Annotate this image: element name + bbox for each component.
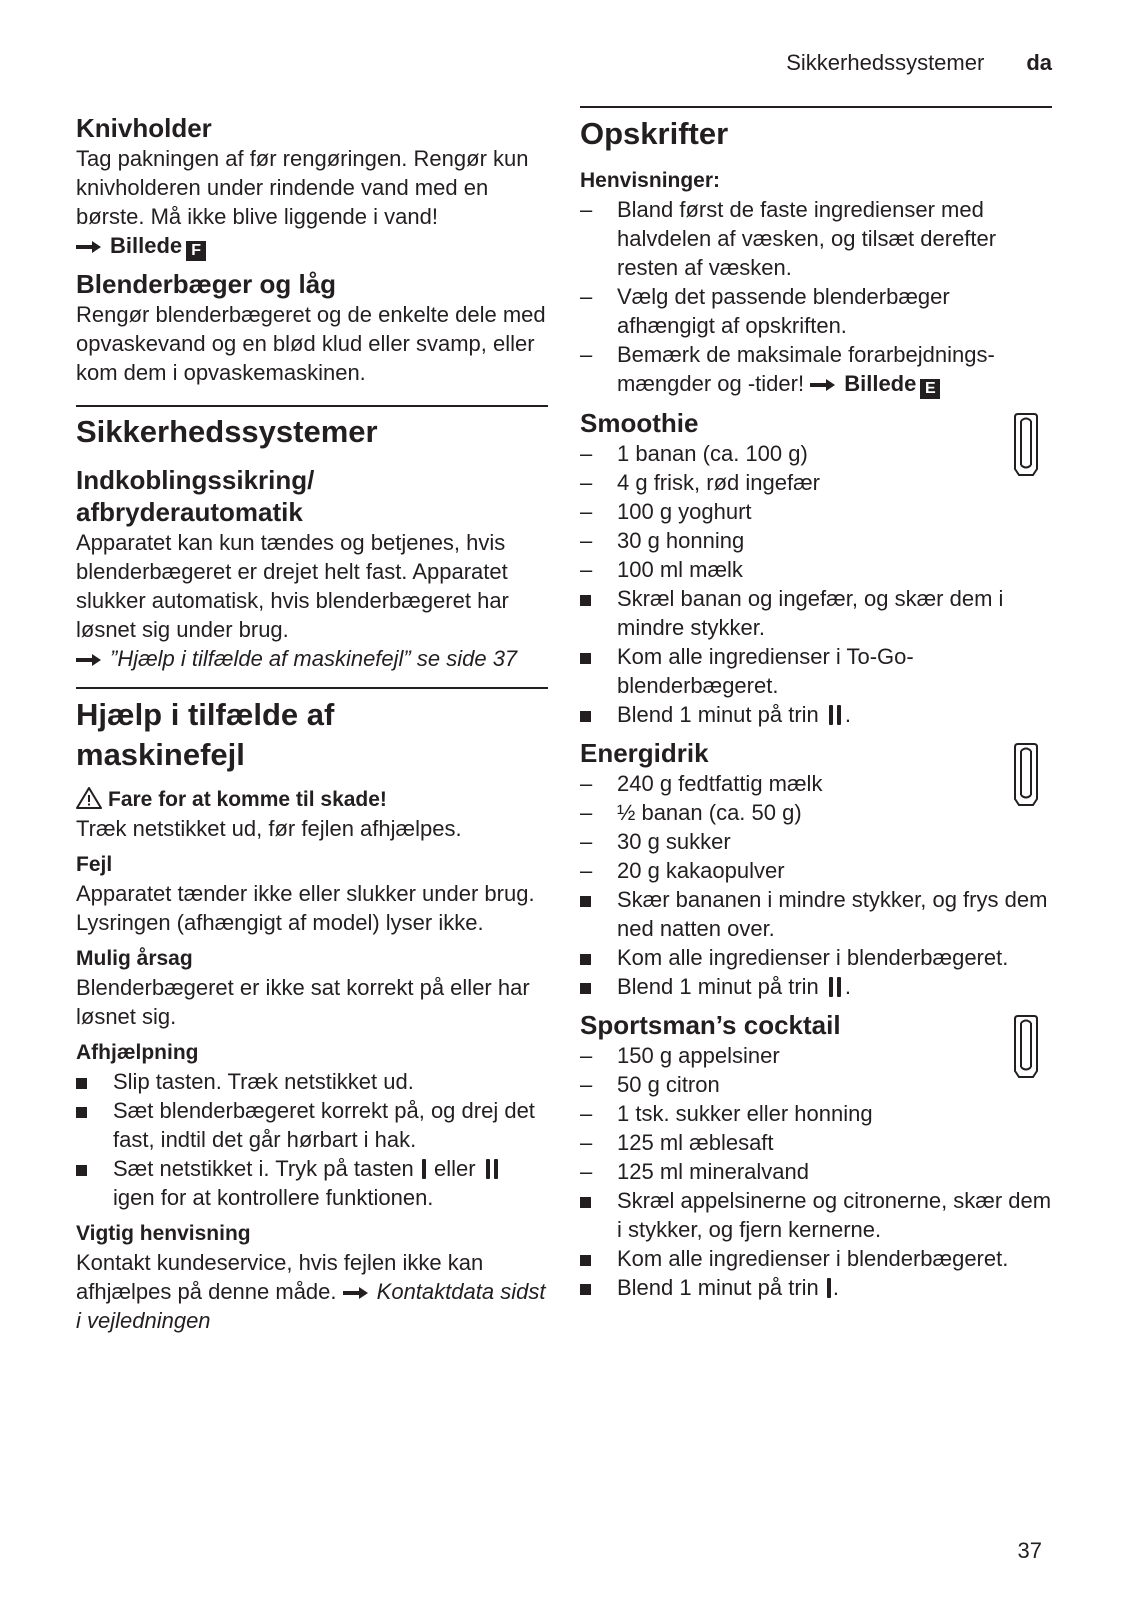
fault-label: Fejl bbox=[76, 853, 113, 876]
ingredient: 30 g honning bbox=[617, 528, 745, 553]
list-item bbox=[580, 798, 1052, 827]
list-item bbox=[580, 827, 1052, 856]
list-item: Blend 1 minut på trin . bbox=[580, 972, 1052, 1001]
dash-marker: – bbox=[580, 771, 593, 796]
dash-marker: – bbox=[580, 1159, 593, 1184]
cause-text: Blenderbægeret er ikke sat korrekt på eller har løsnet sig. bbox=[76, 975, 530, 1029]
cause-label: Mulig årsag bbox=[76, 947, 193, 970]
help-title-line-2: maskinefejl bbox=[76, 737, 245, 772]
step: Blend 1 minut på trin bbox=[617, 1275, 819, 1300]
list-item bbox=[580, 1070, 1052, 1099]
list-item bbox=[580, 1244, 1052, 1273]
dash-marker: – bbox=[580, 441, 593, 466]
bullet-square-icon bbox=[580, 711, 591, 722]
bullet-square-icon bbox=[580, 983, 591, 994]
dash-marker: – bbox=[580, 557, 593, 582]
bullet-square-icon bbox=[580, 1197, 591, 1208]
list-item bbox=[580, 769, 1052, 798]
safety-title: Sikkerhedssystemer bbox=[76, 414, 378, 449]
dash-marker: – bbox=[580, 1072, 593, 1097]
list-item bbox=[580, 1041, 1052, 1070]
section-divider bbox=[580, 106, 1052, 108]
dash-marker: – bbox=[580, 342, 593, 367]
dash-marker: – bbox=[580, 858, 593, 883]
ingredient: 30 g sukker bbox=[617, 829, 731, 854]
ingredient: 240 g fedtfattig mælk bbox=[617, 771, 823, 796]
list-item bbox=[580, 642, 1052, 700]
dash-marker: – bbox=[580, 528, 593, 553]
list-item bbox=[580, 1099, 1052, 1128]
ingredient: 125 ml mineralvand bbox=[617, 1159, 809, 1184]
sports-recipe bbox=[580, 1009, 1052, 1302]
bullet-square-icon bbox=[580, 595, 591, 606]
arrow-right-icon bbox=[76, 653, 102, 667]
step: Skræl banan og ingefær, og skær dem i mindre stykker. bbox=[617, 586, 1004, 640]
safety-cross-ref-text: ”Hjælp i tilfælde af maskinefejl” se side 37 bbox=[110, 646, 518, 671]
list-item bbox=[76, 1096, 548, 1154]
ingredient: 20 g kakaopulver bbox=[617, 858, 785, 883]
speed-level-2-icon bbox=[826, 705, 844, 725]
sports-list bbox=[580, 1041, 1052, 1302]
help-section bbox=[76, 695, 548, 1335]
warning-heading bbox=[76, 785, 548, 814]
left-column bbox=[76, 112, 548, 1335]
right-column bbox=[580, 106, 1052, 1302]
list-item: Blend 1 minut på trin . bbox=[580, 700, 1052, 729]
safety-subtitle-2: afbryderautomatik bbox=[76, 497, 303, 527]
bullet-square-icon bbox=[580, 653, 591, 664]
fault-text: Apparatet tænder ikke eller slukker under brug. Lysringen (afhængigt af model) lyser ikke. bbox=[76, 881, 535, 935]
running-header-section: Sikkerhedssystemer bbox=[786, 50, 985, 75]
dash-marker: – bbox=[580, 1101, 593, 1126]
figure-badge: E bbox=[920, 379, 940, 399]
ingredient: 100 g yoghurt bbox=[617, 499, 752, 524]
dash-marker: – bbox=[580, 197, 593, 222]
ingredient: 1 tsk. sukker eller honning bbox=[617, 1101, 873, 1126]
step: Blend 1 minut på trin bbox=[617, 702, 819, 727]
running-header bbox=[786, 50, 1052, 76]
speed-level-1-icon bbox=[827, 1278, 831, 1298]
notes-label: Henvisninger: bbox=[580, 169, 721, 192]
note-2: Vælg det passende blenderbæger afhængigt af opskriften. bbox=[617, 284, 950, 338]
remedy-label: Afhjælpning bbox=[76, 1041, 199, 1064]
remedy-step-3c: igen for at kontrollere funktionen. bbox=[113, 1185, 434, 1210]
arrow-right-icon bbox=[810, 378, 836, 392]
figure-badge: F bbox=[186, 241, 206, 261]
list-item bbox=[580, 340, 1052, 399]
arrow-right-icon bbox=[76, 240, 102, 254]
remedy-list bbox=[76, 1067, 548, 1212]
smoothie-recipe bbox=[580, 407, 1052, 729]
list-item bbox=[580, 195, 1052, 282]
bullet-square-icon bbox=[76, 1107, 87, 1118]
safety-cross-ref bbox=[76, 644, 548, 673]
page-number: 37 bbox=[1017, 1538, 1042, 1563]
dash-marker: – bbox=[580, 284, 593, 309]
language-code: da bbox=[1026, 50, 1052, 75]
list-item bbox=[580, 526, 1052, 555]
list-item bbox=[580, 856, 1052, 885]
ingredient: 150 g appelsiner bbox=[617, 1043, 780, 1068]
list-item bbox=[580, 1186, 1052, 1244]
safety-subtitle-1: Indkoblingssikring/ bbox=[76, 465, 315, 495]
ingredient: ½ banan (ca. 50 g) bbox=[617, 800, 802, 825]
list-item bbox=[76, 1154, 548, 1212]
smoothie-list bbox=[580, 439, 1052, 729]
energy-recipe bbox=[580, 737, 1052, 1001]
blender-title: Blenderbæger og låg bbox=[76, 269, 337, 299]
safety-text: Apparatet kan kun tændes og betjenes, hvis blenderbægeret er drejet helt fast. Apparatet slukker automatisk, hvis blenderbægeret har løsnet sig under brug. bbox=[76, 530, 509, 642]
list-item bbox=[580, 282, 1052, 340]
list-item bbox=[580, 584, 1052, 642]
important-label: Vigtig henvisning bbox=[76, 1222, 251, 1245]
list-item bbox=[580, 497, 1052, 526]
important-text bbox=[76, 1248, 548, 1335]
bullet-square-icon bbox=[76, 1165, 87, 1176]
knivholder-title: Knivholder bbox=[76, 113, 212, 143]
bullet-square-icon bbox=[580, 1255, 591, 1266]
dash-marker: – bbox=[580, 829, 593, 854]
figure-ref-label: Billede bbox=[110, 233, 183, 258]
ingredient: 50 g citron bbox=[617, 1072, 720, 1097]
list-item bbox=[580, 885, 1052, 943]
dash-marker: – bbox=[580, 470, 593, 495]
sports-title: Sportsman’s cocktail bbox=[580, 1010, 841, 1040]
recipes-title: Opskrifter bbox=[580, 116, 729, 151]
step: Blend 1 minut på trin bbox=[617, 974, 819, 999]
warning-text: Træk netstikket ud, før fejlen afhjælpes. bbox=[76, 816, 462, 841]
help-title-line-1: Hjælp i tilfælde af bbox=[76, 697, 335, 732]
blender-text: Rengør blenderbægeret og de enkelte dele med opvaskevand og en blød klud eller svamp, eller kom dem i opvaskemaskinen. bbox=[76, 302, 546, 385]
remedy-step-1: Slip tasten. Træk netstikket ud. bbox=[113, 1069, 414, 1094]
ingredient: 125 ml æblesaft bbox=[617, 1130, 774, 1155]
energy-list bbox=[580, 769, 1052, 1001]
list-item bbox=[580, 468, 1052, 497]
arrow-right-icon bbox=[343, 1286, 369, 1300]
list-item: Blend 1 minut på trin . bbox=[580, 1273, 1052, 1302]
important-body: Kontakt kundeservice, hvis fejlen ikke kan afhjælpes på denne måde. bbox=[76, 1250, 484, 1304]
ingredient: 4 g frisk, rød ingefær bbox=[617, 470, 820, 495]
list-item bbox=[580, 1128, 1052, 1157]
speed-level-2-icon bbox=[483, 1159, 501, 1179]
section-divider bbox=[76, 687, 548, 689]
list-item bbox=[580, 555, 1052, 584]
bullet-square-icon bbox=[580, 896, 591, 907]
list-item bbox=[580, 1157, 1052, 1186]
safety-section bbox=[76, 412, 548, 673]
step: Skræl appelsinerne og citronerne, skær dem i stykker, og fjern kernerne. bbox=[617, 1188, 1052, 1242]
step: Kom alle ingredienser i blenderbægeret. bbox=[617, 945, 1009, 970]
ingredient: 100 ml mælk bbox=[617, 557, 743, 582]
list-item bbox=[580, 439, 1052, 468]
warning-label: Fare for at komme til skade! bbox=[108, 788, 387, 811]
list-item bbox=[76, 1067, 548, 1096]
step: Kom alle ingredienser i To-Go-blenderbægeret. bbox=[617, 644, 914, 698]
dash-marker: – bbox=[580, 1130, 593, 1155]
warning-triangle-icon bbox=[76, 786, 102, 810]
step: Kom alle ingredienser i blenderbægeret. bbox=[617, 1246, 1009, 1271]
remedy-step-2: Sæt blenderbægeret korrekt på, og drej det fast, indtil det går hørbart i hak. bbox=[113, 1098, 535, 1152]
remedy-step-3a: Sæt netstikket i. Tryk på tasten bbox=[113, 1156, 414, 1181]
note-1: Bland først de faste ingredienser med halvdelen af væsken, og tilsæt derefter resten af væsken. bbox=[617, 197, 997, 280]
list-item bbox=[580, 943, 1052, 972]
ingredient: 1 banan (ca. 100 g) bbox=[617, 441, 808, 466]
bullet-square-icon bbox=[76, 1078, 87, 1089]
bullet-square-icon bbox=[580, 1284, 591, 1295]
blender-section bbox=[76, 268, 548, 387]
bullet-square-icon bbox=[580, 954, 591, 965]
dash-marker: – bbox=[580, 499, 593, 524]
knivholder-figure-ref bbox=[76, 231, 548, 261]
note-3: Bemærk de maksimale forarbejdningsmængder og -tider! bbox=[617, 342, 995, 396]
remedy-step-3b: eller bbox=[434, 1156, 476, 1181]
speed-level-1-icon bbox=[422, 1159, 426, 1179]
figure-ref-label: Billede bbox=[844, 371, 917, 396]
speed-level-2-icon bbox=[826, 977, 844, 997]
notes-list bbox=[580, 195, 1052, 399]
section-divider bbox=[76, 405, 548, 407]
important-ref: Kontaktdata sidst i vejledningen bbox=[76, 1279, 546, 1333]
dash-marker: – bbox=[580, 800, 593, 825]
smoothie-title: Smoothie bbox=[580, 408, 699, 438]
step: Skær bananen i mindre stykker, og frys dem ned natten over. bbox=[617, 887, 1048, 941]
knivholder-text: Tag pakningen af før rengøringen. Rengør kun knivholderen under rindende vand med en børste. Må ikke blive liggende i vand! bbox=[76, 146, 529, 229]
knivholder-section bbox=[76, 112, 548, 261]
energy-title: Energidrik bbox=[580, 738, 709, 768]
dash-marker: – bbox=[580, 1043, 593, 1068]
